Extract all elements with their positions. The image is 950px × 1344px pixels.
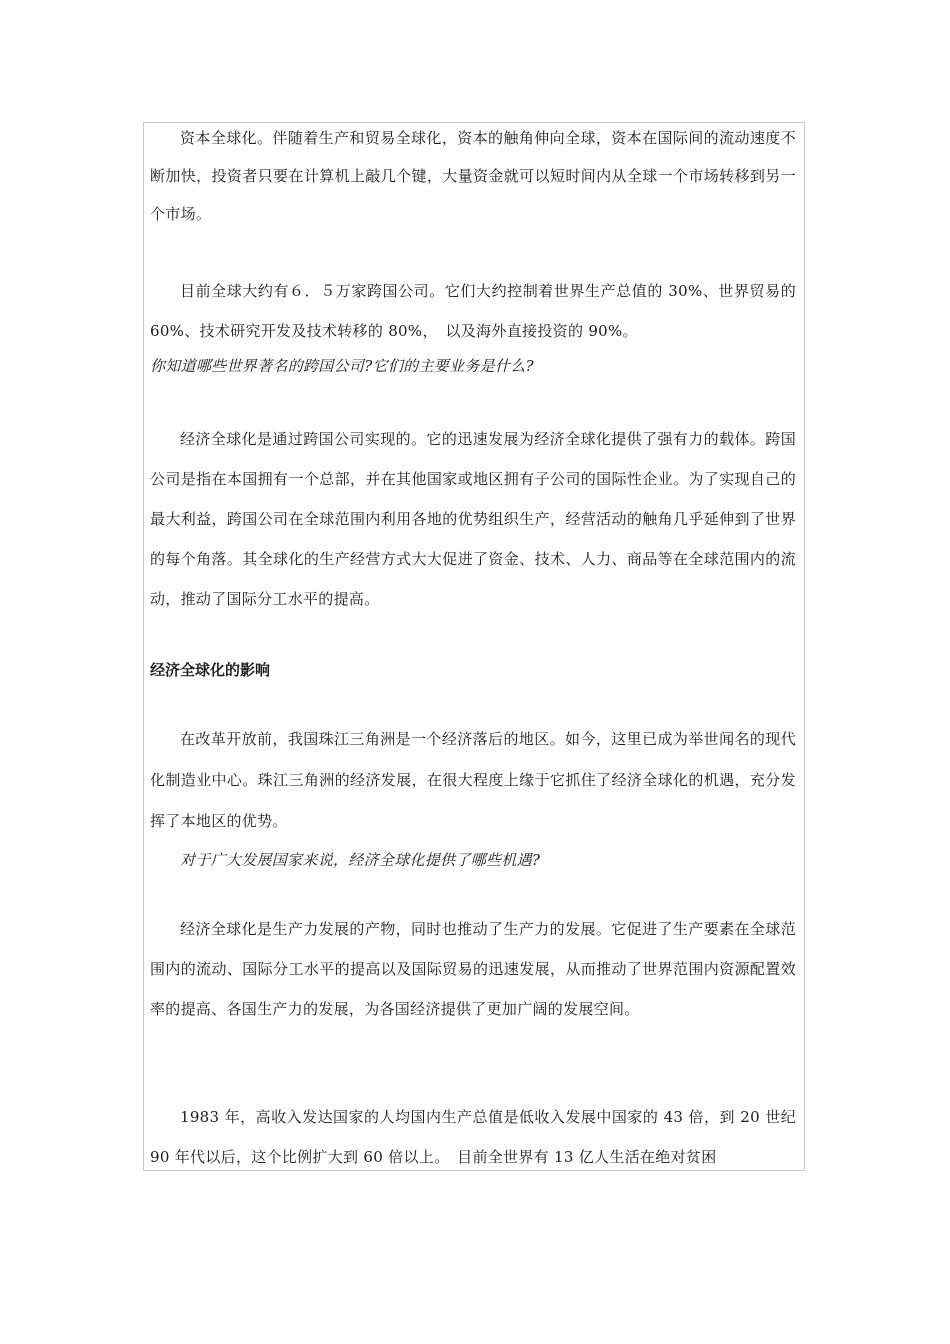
paragraph-pearl-river-delta: 在改革开放前，我国珠江三角洲是一个经济落后的地区。如今，这里已成为举世闻名的现代化制造业中心。珠江三角洲的经济发展，在很大程度上缘于它抓住了经济全球化的机遇，充分发挥了本地区的优势。 xyxy=(150,730,796,830)
paragraph-multinational-role: 经济全球化是通过跨国公司实现的。它的迅速发展为经济全球化提供了强有力的载体。跨国公司是指在本国拥有一个总部，并在其他国家或地区拥有子公司的国际性企业。为了实现自己的最大利益，跨国公司在全球范围内利用各地的优势组织生产，经营活动的触角几乎延伸到了世界的每个角落。其全球化的生产经营方式大大促进了资金、技术、人力、商品等在全球范围内的流动，推动了国际分工水平的提高。 xyxy=(150,430,796,608)
paragraph-capital-globalization: 资本全球化。伴随着生产和贸易全球化，资本的触角伸向全球，资本在国际间的流动速度不断加快，投资者只要在计算机上敲几个键，大量资金就可以短时间内从全球一个市场转移到另一个市场。 xyxy=(150,129,796,223)
page-frame xyxy=(143,122,805,1171)
question-famous-multinationals: 你知道哪些世界著名的跨国公司?它们的主要业务是什么? xyxy=(150,357,534,375)
paragraph-income-gap: 1983 年，高收入发达国家的人均国内生产总值是低收入发展中国家的 43 倍，到 20 世纪 90 年代以后，这个比例扩大到 60 倍以上。 目前全世界有 13 亿人生活在绝对贫困 xyxy=(150,1108,796,1166)
paragraph-productivity: 经济全球化是生产力发展的产物，同时也推动了生产力的发展。它促进了生产要素在全球范围内的流动、国际分工水平的提高以及国际贸易的迅速发展，从而推动了世界范围内资源配置效率的提高、各国生产力的发展，为各国经济提供了更加广阔的发展空间。 xyxy=(150,920,796,1018)
section-heading-impact: 经济全球化的影响 xyxy=(150,661,271,679)
question-developing-countries: 对于广大发展国家来说，经济全球化提供了哪些机遇? xyxy=(180,851,541,869)
paragraph-multinational-stats: 目前全球大约有６．５万家跨国公司。它们大约控制着世界生产总值的 30%、世界贸易的 60%、技术研究开发及技术转移的 80%， 以及海外直接投资的 90%。 xyxy=(150,282,796,340)
